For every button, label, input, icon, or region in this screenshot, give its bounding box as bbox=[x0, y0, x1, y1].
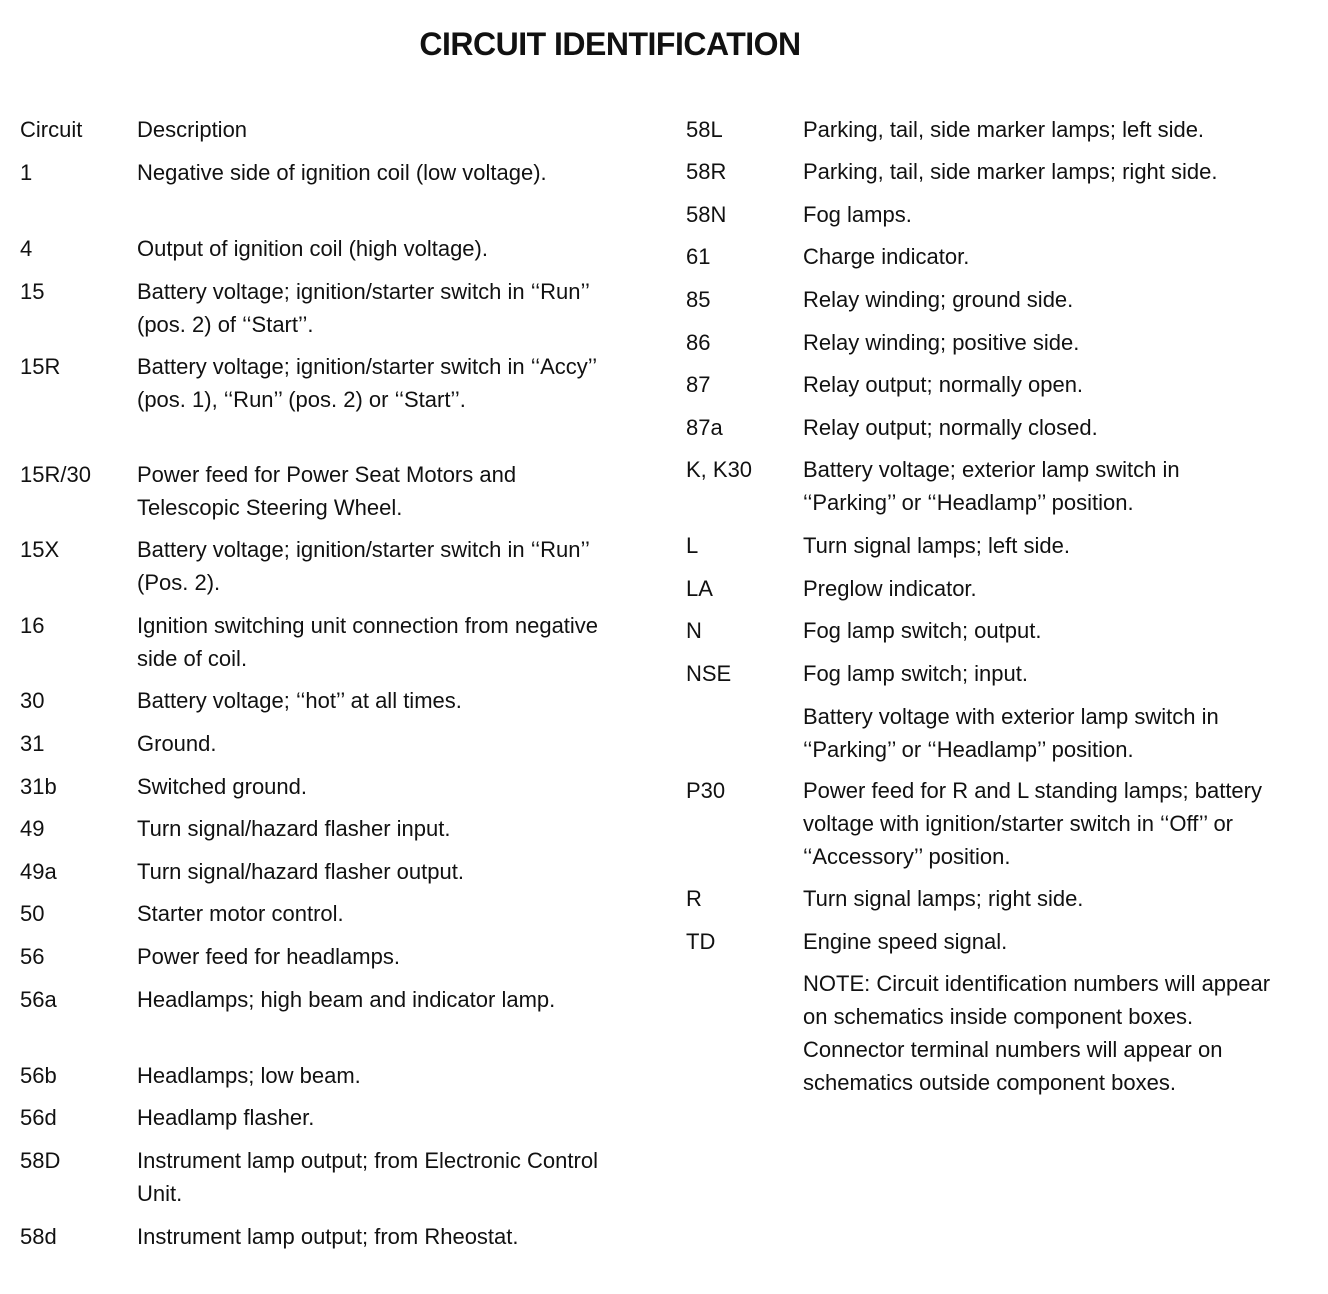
circuit-code: 56b bbox=[20, 1063, 57, 1088]
circuit-code: 1 bbox=[20, 160, 33, 185]
circuit-description: Power feed for headlamps. bbox=[137, 944, 400, 969]
table-row bbox=[686, 700, 1286, 774]
circuit-code: 31 bbox=[20, 731, 45, 756]
circuit-description: Output of ignition coil (high voltage). bbox=[137, 236, 488, 261]
table-row bbox=[686, 925, 1286, 967]
left-column bbox=[20, 113, 620, 1262]
circuit-code: 58R bbox=[686, 159, 727, 184]
table-row bbox=[686, 657, 1286, 700]
table-row bbox=[20, 232, 620, 275]
circuit-description: Parking, tail, side marker lamps; right side. bbox=[803, 159, 1218, 184]
circuit-code: K, K30 bbox=[686, 457, 753, 482]
circuit-code: 61 bbox=[686, 244, 711, 269]
right-column bbox=[686, 113, 1286, 1117]
circuit-code: 30 bbox=[20, 688, 45, 713]
circuit-description: Battery voltage; ignition/starter switch in ‘‘Accy’’ (pos. 1), ‘‘Run’’ (pos. 2) or ‘‘Start’’. bbox=[137, 354, 597, 412]
circuit-description: Turn signal lamps; left side. bbox=[803, 533, 1070, 558]
table-row bbox=[20, 727, 620, 770]
table-row bbox=[686, 774, 1286, 882]
table-row bbox=[20, 897, 620, 940]
circuit-description: Charge indicator. bbox=[803, 244, 970, 269]
circuit-description: Headlamp flasher. bbox=[137, 1105, 315, 1130]
table-row bbox=[20, 275, 620, 350]
circuit-code: 58D bbox=[20, 1148, 61, 1173]
table-row bbox=[20, 940, 620, 983]
circuit-description: Fog lamps. bbox=[803, 202, 912, 227]
circuit-description: Battery voltage; exterior lamp switch in ‘‘Parking’’ or ‘‘Headlamp’’ position. bbox=[803, 457, 1180, 515]
circuit-description: Power feed for R and L standing lamps; battery voltage with ignition/starter switch in ‘‘Off’’ or ‘‘Accessory’’ position. bbox=[803, 778, 1262, 869]
table-row bbox=[686, 411, 1286, 453]
description-header: Description bbox=[137, 117, 248, 142]
table-row bbox=[20, 770, 620, 812]
table-row bbox=[20, 1059, 620, 1101]
circuit-code: 15R/30 bbox=[20, 462, 91, 487]
table-row bbox=[686, 967, 1286, 1117]
circuit-code: P30 bbox=[686, 778, 726, 803]
circuit-code: 15 bbox=[20, 279, 45, 304]
table-row bbox=[686, 882, 1286, 925]
table-row bbox=[20, 1144, 620, 1220]
circuit-description: Fog lamp switch; input. bbox=[803, 661, 1028, 686]
table-row bbox=[20, 156, 620, 232]
circuit-description: Switched ground. bbox=[137, 774, 307, 799]
circuit-code: 56 bbox=[20, 944, 45, 969]
circuit-code: N bbox=[686, 618, 702, 643]
circuit-code: 49 bbox=[20, 816, 45, 841]
circuit-header: Circuit bbox=[20, 117, 83, 142]
table-row bbox=[20, 1101, 620, 1144]
circuit-description: Negative side of ignition coil (low voltage). bbox=[137, 160, 547, 185]
circuit-description: Headlamps; high beam and indicator lamp. bbox=[137, 987, 556, 1012]
circuit-description: Battery voltage; ‘‘hot’’ at all times. bbox=[137, 688, 462, 713]
circuit-description: Instrument lamp output; from Electronic Control Unit. bbox=[137, 1148, 598, 1206]
circuit-description: NOTE: Circuit identification numbers will appear on schematics inside component boxes. Connector terminal numbers will appear on schematics outside component boxes. bbox=[803, 971, 1271, 1095]
column-header bbox=[20, 113, 620, 156]
circuit-code: 56d bbox=[20, 1105, 57, 1130]
circuit-code: L bbox=[686, 533, 699, 558]
circuit-code: NSE bbox=[686, 661, 732, 686]
table-row bbox=[20, 1220, 620, 1262]
circuit-description: Battery voltage with exterior lamp switch in ‘‘Parking’’ or ‘‘Headlamp’’ position. bbox=[803, 704, 1219, 762]
table-row bbox=[20, 855, 620, 897]
table-row bbox=[686, 283, 1286, 326]
table-row bbox=[20, 983, 620, 1059]
circuit-code: 56a bbox=[20, 987, 57, 1012]
circuit-description: Preglow indicator. bbox=[803, 576, 977, 601]
circuit-code: 15X bbox=[20, 537, 60, 562]
circuit-code: 50 bbox=[20, 901, 45, 926]
circuit-description: Battery voltage; ignition/starter switch in ‘‘Run’’ (pos. 2) of ‘‘Start’’. bbox=[137, 279, 590, 337]
circuit-code bbox=[686, 700, 803, 774]
circuit-description: Headlamps; low beam. bbox=[137, 1063, 361, 1088]
circuit-description: Parking, tail, side marker lamps; left side. bbox=[803, 117, 1205, 142]
circuit-description: Instrument lamp output; from Rheostat. bbox=[137, 1224, 519, 1249]
circuit-code: 49a bbox=[20, 859, 57, 884]
circuit-code: 87a bbox=[686, 415, 723, 440]
table-row bbox=[20, 609, 620, 684]
circuit-description: Power feed for Power Seat Motors and Telescopic Steering Wheel. bbox=[137, 462, 517, 520]
table-row bbox=[20, 350, 620, 458]
circuit-code: 58L bbox=[686, 117, 723, 142]
circuit-description: Starter motor control. bbox=[137, 901, 344, 926]
table-row bbox=[686, 453, 1286, 529]
circuit-code: TD bbox=[686, 929, 716, 954]
circuit-description: Turn signal/hazard flasher output. bbox=[137, 859, 464, 884]
table-row bbox=[686, 113, 1286, 155]
circuit-description: Fog lamp switch; output. bbox=[803, 618, 1042, 643]
circuit-code: R bbox=[686, 886, 702, 911]
circuit-code: 86 bbox=[686, 330, 711, 355]
circuit-description: Turn signal/hazard flasher input. bbox=[137, 816, 451, 841]
circuit-code: 4 bbox=[20, 236, 33, 261]
circuit-description: Turn signal lamps; right side. bbox=[803, 886, 1084, 911]
circuit-description: Battery voltage; ignition/starter switch in ‘‘Run’’ (Pos. 2). bbox=[137, 537, 590, 595]
table-row bbox=[20, 458, 620, 533]
circuit-code: LA bbox=[686, 576, 713, 601]
table-row bbox=[686, 326, 1286, 368]
table-row bbox=[686, 529, 1286, 572]
circuit-description: Relay winding; positive side. bbox=[803, 330, 1080, 355]
table-row bbox=[686, 614, 1286, 657]
circuit-description: Relay output; normally open. bbox=[803, 372, 1084, 397]
circuit-code: 16 bbox=[20, 613, 45, 638]
table-row bbox=[686, 240, 1286, 283]
circuit-code: 85 bbox=[686, 287, 711, 312]
table-row bbox=[686, 155, 1286, 198]
table-row bbox=[686, 198, 1286, 240]
circuit-code: 58d bbox=[20, 1224, 57, 1249]
circuit-code: 31b bbox=[20, 774, 57, 799]
circuit-description: Ignition switching unit connection from negative side of coil. bbox=[137, 613, 599, 671]
table-row bbox=[20, 533, 620, 609]
circuit-code: 87 bbox=[686, 372, 711, 397]
table-row bbox=[20, 684, 620, 727]
table-row bbox=[686, 572, 1286, 614]
circuit-description: Engine speed signal. bbox=[803, 929, 1008, 954]
table-row bbox=[20, 812, 620, 855]
circuit-code: 58N bbox=[686, 202, 727, 227]
circuit-description: Ground. bbox=[137, 731, 217, 756]
page-title: CIRCUIT IDENTIFICATION bbox=[419, 26, 801, 62]
circuit-code bbox=[686, 967, 803, 1117]
table-row bbox=[686, 368, 1286, 411]
circuit-code: 15R bbox=[20, 354, 61, 379]
circuit-description: Relay output; normally closed. bbox=[803, 415, 1098, 440]
circuit-description: Relay winding; ground side. bbox=[803, 287, 1074, 312]
